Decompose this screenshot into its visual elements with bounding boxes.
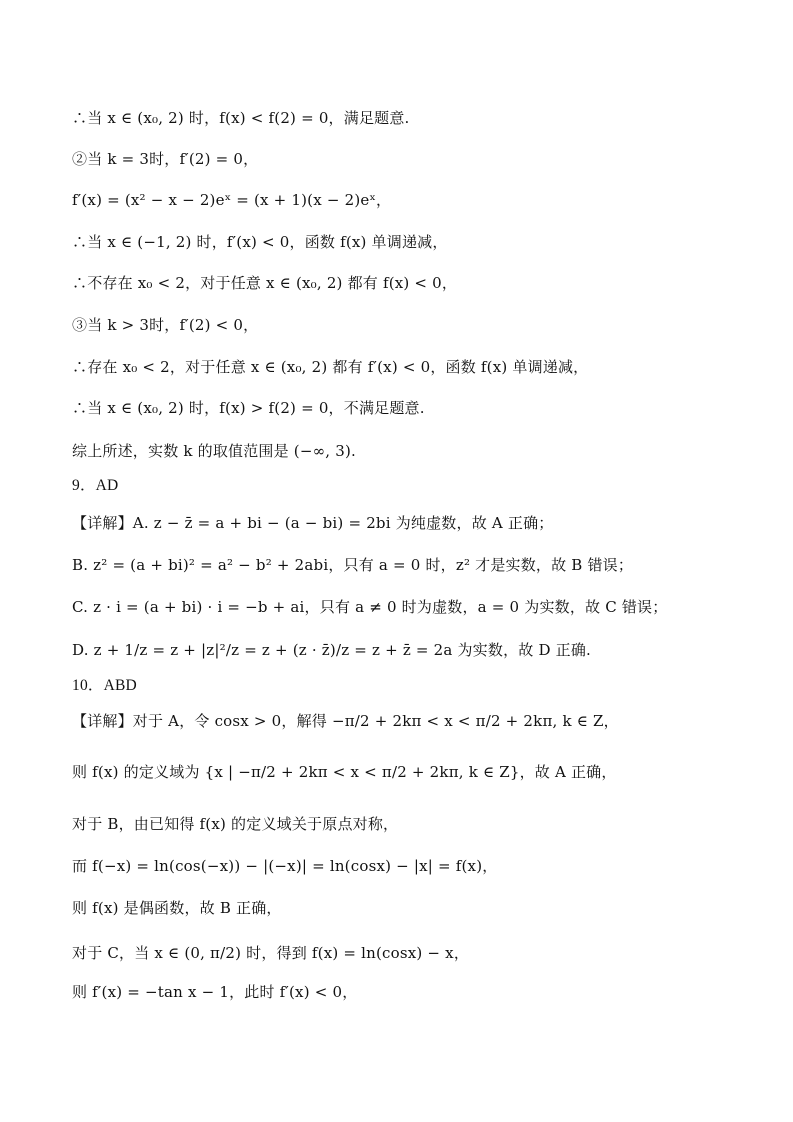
- question-number: 9．AD: [72, 477, 119, 494]
- text-line: 则 f′(x) = −tan x − 1，此时 f′(x) < 0，: [72, 983, 358, 1001]
- text-line: 对于 B，由已知得 f(x) 的定义域关于原点对称，: [72, 815, 399, 833]
- text-line: 则 f(x) 的定义域为 {x | −π/2 + 2kπ < x < π/2 + 2kπ, k ∈ Z}，故 A 正确，: [72, 763, 617, 781]
- text-line: 则 f(x) 是偶函数，故 B 正确，: [72, 899, 282, 917]
- text-line: 对于 C，当 x ∈ (0, π/2) 时，得到 f(x) = ln(cosx) − x，: [72, 944, 470, 962]
- question-number: 10．ABD: [72, 677, 137, 694]
- text-line: 综上所述，实数 k 的取值范围是 (−∞, 3).: [72, 442, 357, 460]
- text-line: C. z · i = (a + bi) · i = −b + ai，只有 a ≠ 0 时为虚数，a = 0 为实数，故 C 错误；: [72, 598, 668, 616]
- text-line: ③当 k > 3时，f′(2) < 0，: [72, 316, 259, 334]
- text-line: D. z + 1/z = z + |z|²/z = z + (z · z̄)/z = z + z̄ = 2a 为实数，故 D 正确.: [72, 641, 592, 659]
- text-line: B. z² = (a + bi)² = a² − b² + 2abi，只有 a = 0 时，z² 才是实数，故 B 错误；: [72, 556, 634, 574]
- text-line: 而 f(−x) = ln(cos(−x)) − |(−x)| = ln(cosx) − |x| = f(x)，: [72, 857, 498, 875]
- text-line: ∴存在 x₀ < 2，对于任意 x ∈ (x₀, 2) 都有 f′(x) < 0，函数 f(x) 单调递减，: [72, 358, 589, 376]
- text-line: 【详解】A. z − z̄ = a + bi − (a − bi) = 2bi 为纯虚数，故 A 正确；: [72, 514, 554, 532]
- text-line: 【详解】对于 A，令 cosx > 0，解得 −π/2 + 2kπ < x < π/2 + 2kπ, k ∈ Z，: [72, 712, 619, 730]
- text-line: ∴当 x ∈ (x₀, 2) 时，f(x) < f(2) = 0，满足题意.: [72, 109, 410, 127]
- text-line: ∴当 x ∈ (−1, 2) 时，f′(x) < 0，函数 f(x) 单调递减，: [72, 233, 448, 251]
- text-line: ②当 k = 3时，f′(2) = 0，: [72, 150, 259, 168]
- text-line: ∴不存在 x₀ < 2，对于任意 x ∈ (x₀, 2) 都有 f(x) < 0，: [72, 274, 458, 292]
- text-line: f′(x) = (x² − x − 2)eˣ = (x + 1)(x − 2)eˣ，: [72, 191, 392, 209]
- text-line: ∴当 x ∈ (x₀, 2) 时，f(x) > f(2) = 0，不满足题意.: [72, 399, 425, 417]
